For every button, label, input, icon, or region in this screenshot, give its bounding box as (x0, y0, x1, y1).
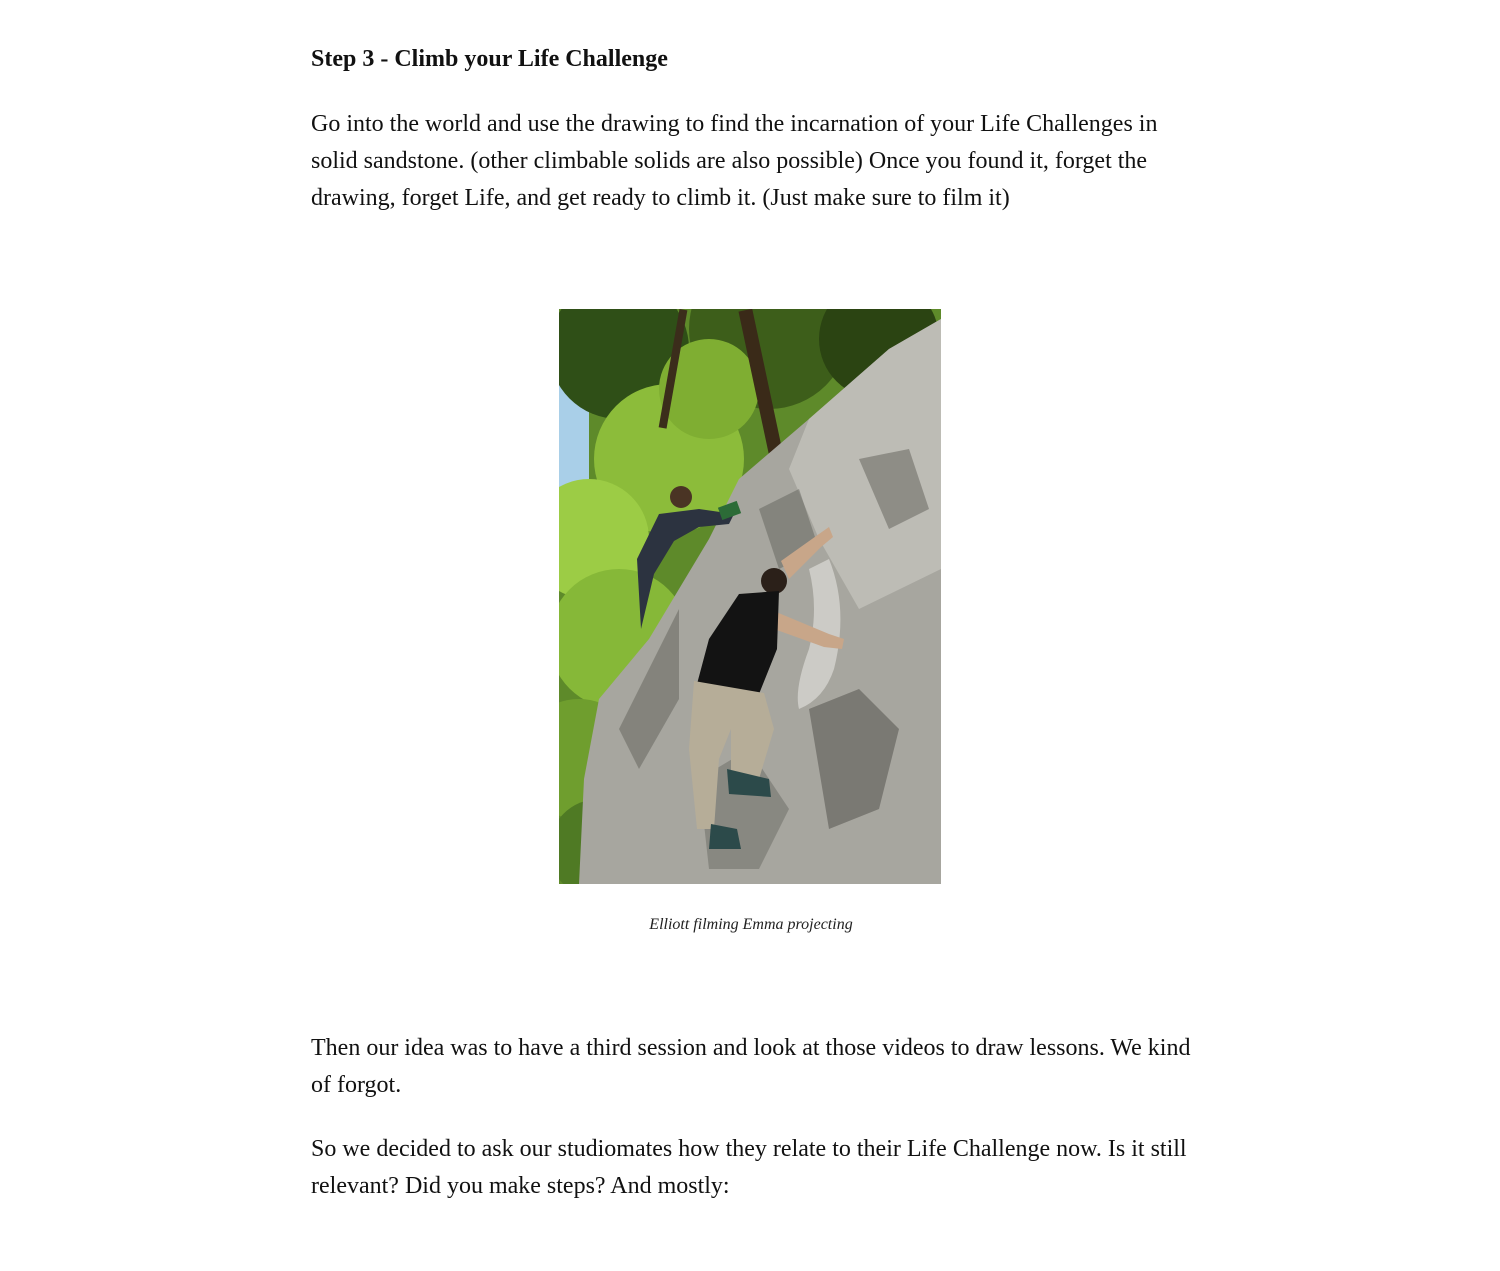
step-heading: Step 3 - Climb your Life Challenge (311, 46, 668, 72)
so-paragraph: So we decided to ask our studiomates how they relate to their Life Challenge now. Is it still relevant? Did you make steps? And mostly: (311, 1136, 1187, 1199)
climbing-photo (559, 309, 941, 884)
intro-paragraph: Go into the world and use the drawing to find the incarnation of your Life Challenges in solid sandstone. (other climbable solids are also possible) Once you found it, forget the drawing, forget Life, and get ready to climb it. (Just make sure to film it) (311, 111, 1158, 211)
article (311, 0, 1191, 1205)
photo-figure (311, 217, 1191, 935)
then-paragraph: Then our idea was to have a third session and look at those videos to draw lessons. We kind of forgot. (311, 1035, 1191, 1098)
photo-caption: Elliott filming Emma projecting (649, 916, 853, 933)
